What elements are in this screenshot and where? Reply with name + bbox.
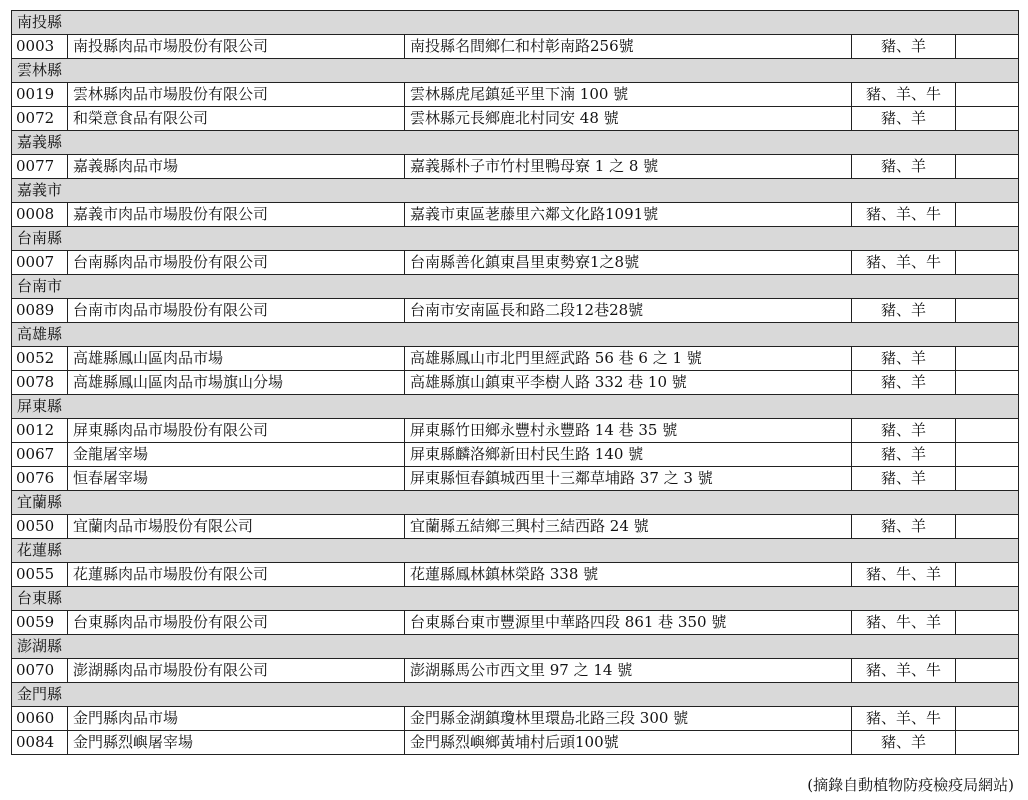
facility-code: 0077 bbox=[12, 155, 68, 179]
facility-animals: 豬、羊 bbox=[852, 299, 956, 323]
extra-cell bbox=[956, 203, 1019, 227]
facility-name: 高雄縣鳳山區肉品市場 bbox=[68, 347, 405, 371]
facility-name: 金龍屠宰場 bbox=[68, 443, 405, 467]
facility-address: 高雄縣鳳山市北門里經武路 56 巷 6 之 1 號 bbox=[405, 347, 852, 371]
facility-name: 雲林縣肉品市場股份有限公司 bbox=[68, 83, 405, 107]
extra-cell bbox=[956, 107, 1019, 131]
facility-code: 0089 bbox=[12, 299, 68, 323]
facility-address: 金門縣烈嶼鄉黃埔村后頭100號 bbox=[405, 731, 852, 755]
county-name: 澎湖縣 bbox=[12, 635, 1019, 659]
facility-code: 0078 bbox=[12, 371, 68, 395]
extra-cell bbox=[956, 659, 1019, 683]
facility-animals: 豬、羊 bbox=[852, 515, 956, 539]
county-group-row bbox=[12, 491, 1019, 515]
county-group-row bbox=[12, 11, 1019, 35]
facility-code: 0070 bbox=[12, 659, 68, 683]
county-group-row bbox=[12, 323, 1019, 347]
county-group-row bbox=[12, 59, 1019, 83]
facility-address: 台東縣台東市豐源里中華路四段 861 巷 350 號 bbox=[405, 611, 852, 635]
facility-name: 台東縣肉品市場股份有限公司 bbox=[68, 611, 405, 635]
extra-cell bbox=[956, 467, 1019, 491]
facility-code: 0008 bbox=[12, 203, 68, 227]
facility-code: 0055 bbox=[12, 563, 68, 587]
facility-name: 金門縣烈嶼屠宰場 bbox=[68, 731, 405, 755]
county-group-row bbox=[12, 539, 1019, 563]
facility-address: 宜蘭縣五結鄉三興村三結西路 24 號 bbox=[405, 515, 852, 539]
facility-address: 嘉義市東區荖藤里六鄰文化路1091號 bbox=[405, 203, 852, 227]
facility-address: 雲林縣虎尾鎮延平里下湳 100 號 bbox=[405, 83, 852, 107]
facility-animals: 豬、牛、羊 bbox=[852, 563, 956, 587]
facility-code: 0067 bbox=[12, 443, 68, 467]
table-row bbox=[12, 371, 1019, 395]
county-name: 嘉義縣 bbox=[12, 131, 1019, 155]
facility-name: 恒春屠宰場 bbox=[68, 467, 405, 491]
county-group-row bbox=[12, 395, 1019, 419]
facility-animals: 豬、羊、牛 bbox=[852, 203, 956, 227]
facility-animals: 豬、牛、羊 bbox=[852, 611, 956, 635]
facility-name: 南投縣肉品市場股份有限公司 bbox=[68, 35, 405, 59]
extra-cell bbox=[956, 443, 1019, 467]
facility-code: 0012 bbox=[12, 419, 68, 443]
county-name: 屏東縣 bbox=[12, 395, 1019, 419]
extra-cell bbox=[956, 611, 1019, 635]
facility-address: 花蓮縣鳳林鎮林榮路 338 號 bbox=[405, 563, 852, 587]
facility-animals: 豬、羊 bbox=[852, 107, 956, 131]
county-group-row bbox=[12, 635, 1019, 659]
table-row bbox=[12, 563, 1019, 587]
facility-animals: 豬、羊 bbox=[852, 467, 956, 491]
extra-cell bbox=[956, 731, 1019, 755]
table-row bbox=[12, 707, 1019, 731]
county-name: 高雄縣 bbox=[12, 323, 1019, 347]
facility-animals: 豬、羊 bbox=[852, 35, 956, 59]
facility-animals: 豬、羊、牛 bbox=[852, 659, 956, 683]
county-name: 台南市 bbox=[12, 275, 1019, 299]
facility-code: 0059 bbox=[12, 611, 68, 635]
facility-name: 台南市肉品市場股份有限公司 bbox=[68, 299, 405, 323]
county-group-row bbox=[12, 227, 1019, 251]
table-body bbox=[12, 11, 1019, 755]
county-group-row bbox=[12, 275, 1019, 299]
extra-cell bbox=[956, 515, 1019, 539]
table-row bbox=[12, 347, 1019, 371]
table-row bbox=[12, 611, 1019, 635]
table-row bbox=[12, 155, 1019, 179]
facility-code: 0050 bbox=[12, 515, 68, 539]
facility-address: 金門縣金湖鎮瓊林里環島北路三段 300 號 bbox=[405, 707, 852, 731]
facility-animals: 豬、羊 bbox=[852, 419, 956, 443]
county-name: 宜蘭縣 bbox=[12, 491, 1019, 515]
extra-cell bbox=[956, 155, 1019, 179]
table-row bbox=[12, 35, 1019, 59]
facility-address: 南投縣名間鄉仁和村彰南路256號 bbox=[405, 35, 852, 59]
extra-cell bbox=[956, 347, 1019, 371]
facility-name: 金門縣肉品市場 bbox=[68, 707, 405, 731]
extra-cell bbox=[956, 371, 1019, 395]
table-row bbox=[12, 251, 1019, 275]
table-row bbox=[12, 515, 1019, 539]
extra-cell bbox=[956, 707, 1019, 731]
facility-name: 高雄縣鳳山區肉品市場旗山分場 bbox=[68, 371, 405, 395]
facility-name: 和榮意食品有限公司 bbox=[68, 107, 405, 131]
facility-name: 屏東縣肉品市場股份有限公司 bbox=[68, 419, 405, 443]
facility-address: 屏東縣竹田鄉永豐村永豐路 14 巷 35 號 bbox=[405, 419, 852, 443]
facility-code: 0019 bbox=[12, 83, 68, 107]
facility-address: 台南縣善化鎮東昌里東勢寮1之8號 bbox=[405, 251, 852, 275]
table-row bbox=[12, 467, 1019, 491]
facility-code: 0003 bbox=[12, 35, 68, 59]
facility-code: 0052 bbox=[12, 347, 68, 371]
facility-name: 澎湖縣肉品市場股份有限公司 bbox=[68, 659, 405, 683]
county-group-row bbox=[12, 131, 1019, 155]
source-note: (摘錄自動植物防疫檢疫局網站) bbox=[807, 776, 1014, 794]
facility-address: 屏東縣麟洛鄉新田村民生路 140 號 bbox=[405, 443, 852, 467]
county-group-row bbox=[12, 587, 1019, 611]
facility-address: 台南市安南區長和路二段12巷28號 bbox=[405, 299, 852, 323]
table-row bbox=[12, 107, 1019, 131]
table-row bbox=[12, 731, 1019, 755]
facility-name: 花蓮縣肉品市場股份有限公司 bbox=[68, 563, 405, 587]
county-name: 台南縣 bbox=[12, 227, 1019, 251]
table-row bbox=[12, 419, 1019, 443]
county-name: 雲林縣 bbox=[12, 59, 1019, 83]
slaughterhouse-table bbox=[11, 10, 1019, 755]
facility-code: 0076 bbox=[12, 467, 68, 491]
slaughterhouse-table-container bbox=[11, 10, 1018, 755]
facility-name: 宜蘭肉品市場股份有限公司 bbox=[68, 515, 405, 539]
extra-cell bbox=[956, 299, 1019, 323]
facility-animals: 豬、羊 bbox=[852, 731, 956, 755]
extra-cell bbox=[956, 35, 1019, 59]
county-name: 南投縣 bbox=[12, 11, 1019, 35]
facility-animals: 豬、羊、牛 bbox=[852, 251, 956, 275]
facility-name: 嘉義縣肉品市場 bbox=[68, 155, 405, 179]
table-row bbox=[12, 83, 1019, 107]
facility-code: 0084 bbox=[12, 731, 68, 755]
county-name: 金門縣 bbox=[12, 683, 1019, 707]
facility-address: 高雄縣旗山鎮東平李樹人路 332 巷 10 號 bbox=[405, 371, 852, 395]
county-name: 台東縣 bbox=[12, 587, 1019, 611]
facility-address: 澎湖縣馬公市西文里 97 之 14 號 bbox=[405, 659, 852, 683]
facility-animals: 豬、羊、牛 bbox=[852, 83, 956, 107]
extra-cell bbox=[956, 419, 1019, 443]
facility-name: 台南縣肉品市場股份有限公司 bbox=[68, 251, 405, 275]
facility-name: 嘉義市肉品市場股份有限公司 bbox=[68, 203, 405, 227]
county-group-row bbox=[12, 179, 1019, 203]
facility-animals: 豬、羊 bbox=[852, 371, 956, 395]
table-row bbox=[12, 299, 1019, 323]
facility-code: 0060 bbox=[12, 707, 68, 731]
county-name: 嘉義市 bbox=[12, 179, 1019, 203]
facility-animals: 豬、羊、牛 bbox=[852, 707, 956, 731]
facility-animals: 豬、羊 bbox=[852, 155, 956, 179]
facility-address: 嘉義縣朴子市竹村里鴨母寮 1 之 8 號 bbox=[405, 155, 852, 179]
table-row bbox=[12, 659, 1019, 683]
facility-code: 0072 bbox=[12, 107, 68, 131]
extra-cell bbox=[956, 251, 1019, 275]
facility-address: 屏東縣恒春鎮城西里十三鄰草埔路 37 之 3 號 bbox=[405, 467, 852, 491]
county-name: 花蓮縣 bbox=[12, 539, 1019, 563]
facility-animals: 豬、羊 bbox=[852, 347, 956, 371]
facility-address: 雲林縣元長鄉鹿北村同安 48 號 bbox=[405, 107, 852, 131]
county-group-row bbox=[12, 683, 1019, 707]
table-row bbox=[12, 203, 1019, 227]
facility-code: 0007 bbox=[12, 251, 68, 275]
facility-animals: 豬、羊 bbox=[852, 443, 956, 467]
extra-cell bbox=[956, 563, 1019, 587]
table-row bbox=[12, 443, 1019, 467]
extra-cell bbox=[956, 83, 1019, 107]
